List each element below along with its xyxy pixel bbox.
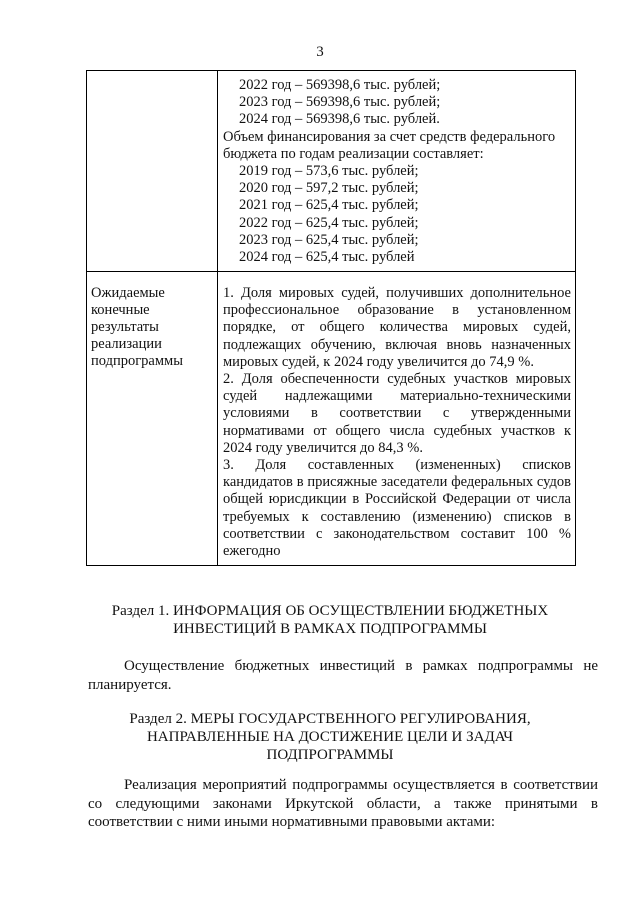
financing-cell	[223, 77, 571, 266]
page-number: 3	[316, 44, 324, 60]
result-item-3: 3. Доля составленных (измененных) списков кандидатов в присяжные заседатели федеральных судов общей юрисдикции в Российской Федерации от числа требуемых к составлению (изменению) списков в соответствии с законодательством составит 100 % ежегодно	[223, 457, 571, 560]
section-2-heading-line-2: НАПРАВЛЕННЫЕ НА ДОСТИЖЕНИЕ ЦЕЛИ И ЗАДАЧ	[146, 729, 514, 745]
table-row-divider	[87, 271, 575, 272]
result-item-2: 2. Доля обеспеченности судебных участков мировых судей надлежащими материально-техническими условиями в соответствии с утвержденными нормативами от общего числа судебных участков к 2024 году увеличится до 84,3 %.	[223, 371, 571, 456]
result-item-1: 1. Доля мировых судей, получивших дополнительное профессиональное образование в установленном порядке, от общего количества мировых судей, подлежащих обучению, включая вновь назначенных мировых судей, к 2024 году увеличится до 74,9 %.	[223, 285, 571, 370]
federal-financing-2020: 2020 год – 597,2 тыс. рублей;	[239, 180, 419, 197]
results-label: Ожидаемые конечные результаты реализации подпрограммы	[91, 285, 183, 369]
regional-financing-2022: 2022 год – 569398,6 тыс. рублей;	[239, 77, 441, 93]
federal-financing-2019: 2019 год – 573,6 тыс. рублей;	[239, 163, 419, 180]
federal-financing-2023: 2023 год – 625,4 тыс. рублей;	[239, 231, 419, 248]
results-cell	[223, 285, 571, 560]
federal-financing-intro: Объем финансирования за счет средств федерального бюджета по годам реализации составляет:	[223, 128, 556, 162]
table-column-divider	[217, 71, 218, 565]
subprogram-passport-table	[86, 70, 576, 566]
regional-financing-2024: 2024 год – 569398,6 тыс. рублей.	[239, 111, 440, 128]
section-1-heading	[80, 602, 580, 638]
federal-financing-2021: 2021 год – 625,4 тыс. рублей;	[239, 197, 419, 214]
section-1-heading-line-2: ИНВЕСТИЦИЙ В РАМКАХ ПОДПРОГРАММЫ	[173, 621, 487, 637]
section-1-paragraph: Осуществление бюджетных инвестиций в рамках подпрограммы не планируется.	[88, 658, 598, 693]
federal-financing-2022: 2022 год – 625,4 тыс. рублей;	[239, 214, 419, 231]
section-2-paragraph: Реализация мероприятий подпрограммы осуществляется в соответствии со следующими законами Иркутской области, а также принятыми в соответствии с ними иными нормативными правовыми актами:	[88, 777, 598, 830]
section-2-heading	[80, 710, 580, 764]
section-2-heading-line-3: ПОДПРОГРАММЫ	[266, 747, 394, 763]
section-2-heading-line-1: Раздел 2. МЕРЫ ГОСУДАРСТВЕННОГО РЕГУЛИРОВАНИЯ,	[129, 711, 531, 727]
regional-financing-2023: 2023 год – 569398,6 тыс. рублей;	[239, 94, 441, 111]
section-1-heading-line-1: Раздел 1. ИНФОРМАЦИЯ ОБ ОСУЩЕСТВЛЕНИИ БЮДЖЕТНЫХ	[111, 603, 549, 619]
federal-financing-2024: 2024 год – 625,4 тыс. рублей	[239, 249, 415, 266]
